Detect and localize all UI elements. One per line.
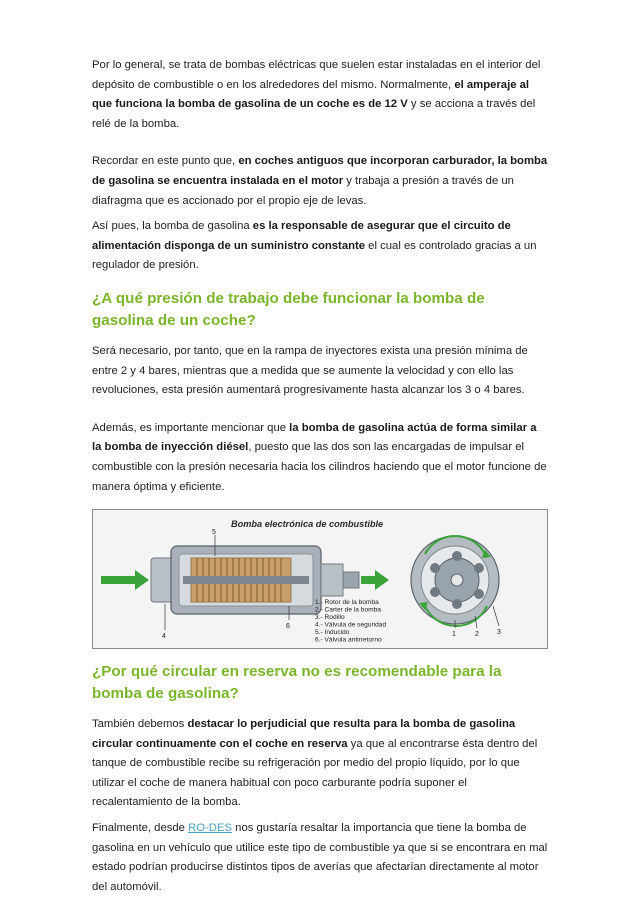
callout-3: 3 bbox=[497, 629, 501, 637]
bold-phrase: es la responsable de asegurar que el circuito de alimentación disponga de un suministro constante bbox=[92, 220, 511, 252]
bold-phrase: en coches antiguos que incorporan carburador, la bomba de gasolina se encuentra instalada en el motor bbox=[92, 155, 548, 187]
bold-phrase: destacar lo perjudicial que resulta para la bomba de gasolina circular continuamente con el coche en reserva bbox=[92, 718, 516, 750]
document-page bbox=[92, 56, 548, 897]
heading-pressure: ¿A qué presión de trabajo debe funcionar la bomba de gasolina de un coche? bbox=[92, 289, 485, 329]
bold-phrase: la bomba de gasolina actúa de forma similar a la bomba de inyección diésel bbox=[92, 421, 537, 454]
paragraph-4: Será necesario, por tanto, que en la rampa de inyectores exista una presión mínima de entre 2 y 4 bares, mientras que a medida que se aumente la velocidad y con ello las revoluciones, esta presión aumentará progresivamente hasta alcanzar los 3 o 4 bares. bbox=[92, 344, 528, 397]
paragraph-7: Finalmente, desde RO-DES nos gustaría resaltar la importancia que tiene la bomba de gasolina en un vehículo que utilice este tipo de combustible ya que si se encontrara en mal estado podrían producirse distintos tipos de averías que afectarían directamente al motor del automóvil. bbox=[92, 822, 548, 893]
paragraph-2: Recordar en este punto que, en coches antiguos que incorporan carburador, la bomba de gasolina se encuentra instalada en el motor y trabaja a presión a través de un diafragma que es accionado por el propio eje de levas. bbox=[92, 155, 548, 207]
legend-item-5: 5.- Inducido bbox=[315, 629, 350, 637]
legend-item-6: 6.- Válvula antirretorno bbox=[315, 636, 382, 644]
roller-cell-section bbox=[411, 536, 499, 626]
fuel-pump-diagram bbox=[92, 509, 548, 649]
callout-1: 1 bbox=[452, 631, 456, 639]
legend-item-4: 4.- Válvula de seguridad bbox=[315, 621, 387, 629]
legend-item-3: 3.- Rodillo bbox=[315, 614, 345, 622]
diagram-legend bbox=[315, 599, 386, 644]
paragraph-3: Así pues, la bomba de gasolina es la responsable de asegurar que el circuito de alimentación disponga de un suministro constante el cual es controlado gracias a un regulador de presión. bbox=[92, 220, 537, 272]
bold-phrase: el amperaje al que funciona la bomba de gasolina de un coche es de 12 V bbox=[92, 78, 530, 111]
callout-5: 5 bbox=[212, 529, 216, 537]
fuel-pump-illustration bbox=[93, 510, 547, 648]
legend-item-1: 1.- Rotor de la bomba bbox=[315, 599, 379, 607]
paragraph-1: Por lo general, se trata de bombas eléctricas que suelen estar instaladas en el interior del depósito de combustible o en los alrededores del mismo. Normalmente, el amperaje al que funciona la bomba de gasolina de un coche es de 12 V y se acciona a través del relé de la bomba. bbox=[92, 59, 541, 130]
inlet-arrow bbox=[101, 570, 149, 590]
diagram-title: Bomba electrónica de combustible bbox=[231, 519, 384, 530]
outlet-arrow bbox=[361, 570, 389, 590]
legend-item-2: 2.- Carter de la bomba bbox=[315, 606, 381, 614]
ro-des-link[interactable]: RO-DES bbox=[188, 822, 233, 835]
callout-6: 6 bbox=[286, 623, 290, 631]
callout-2: 2 bbox=[475, 631, 479, 639]
heading-reserve: ¿Por qué circular en reserva no es recomendable para la bomba de gasolina? bbox=[92, 663, 502, 703]
callout-4: 4 bbox=[162, 633, 166, 641]
paragraph-5: Además, es importante mencionar que la bomba de gasolina actúa de forma similar a la bomba de inyección diésel, puesto que las dos son las encargadas de impulsar el combustible con la presión necesaria hacia los cilindros haciendo que el motor funcione de manera óptima y eficiente. bbox=[92, 421, 547, 493]
paragraph-6: También debemos destacar lo perjudicial que resulta para la bomba de gasolina circular continuamente con el coche en reserva ya que al encontrarse ésta dentro del tanque de combustible recibe su refrigeración por medio del propio líquido, por lo que utilizar el coche de manera habitual con poco carburante podría suponer el recalentamiento de la bomba. bbox=[92, 718, 538, 809]
